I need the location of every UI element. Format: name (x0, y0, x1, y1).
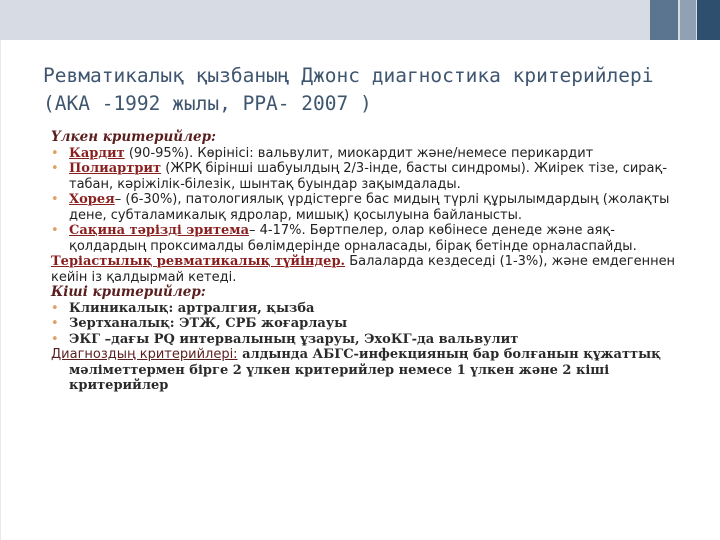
top-banner (0, 0, 720, 40)
slide-title: Ревматикалық қызбаның Джонс диагностика критерийлері (АКА -1992 жылы, РРА- 2007 ) (43, 64, 654, 115)
slide-body (51, 130, 681, 394)
nodules-text: Балаларда кездеседі (1-3%), және емдегеннен кейін із қалдырмай кетеді. (51, 254, 676, 285)
major-criteria-heading: Үлкен критерийлер: (51, 129, 217, 145)
banner-accent-block-3 (697, 0, 720, 40)
diagnosis-label: Диагноздың критерийлері: (51, 347, 238, 362)
diagnosis-paragraph (51, 347, 681, 394)
list-item (51, 316, 681, 332)
list-item (51, 223, 681, 254)
banner-accent-block-2 (680, 0, 696, 40)
bullet-dot-icon: • (51, 161, 59, 176)
criterion-term: Хорея (69, 192, 115, 207)
minor-criterion-text: Зертханалық: ЭТЖ, СРБ жоғарлауы (69, 316, 348, 331)
nodules-term: Теріастылық ревматикалық түйіндер. (51, 254, 346, 269)
list-item (51, 332, 681, 348)
banner-accent-block-1 (650, 0, 678, 40)
criterion-term: Сақина тәрізді эритема (69, 223, 250, 238)
diagnosis-text: алдында АБГС-инфекцияның бар болғанын құжаттық мәліметтермен бірге 2 үлкен критерийлер немесе 1 үлкен және 2 кіші критерийлер (69, 347, 661, 393)
bullet-dot-icon: • (51, 300, 59, 316)
criterion-term: Кардит (69, 145, 125, 161)
criterion-text: (90-95%). Көрінісі: вальвулит, миокардит және/немесе перикардит (124, 145, 594, 161)
bullet-dot-icon: • (51, 223, 59, 238)
list-item (51, 301, 681, 317)
criterion-text: (ЖРҚ бірінші шабуылдың 2/3-інде, басты синдромы). Жиірек тізе, сирақ-табан, кәріжілік-білезік, шынтақ буындар зақымдалады. (69, 161, 668, 192)
criterion-text: – 4-17%. Бөртпелер, олар көбінесе денеде және аяқ-қолдардың проксималды бөлімдерінде орналасады, бірақ бетінде орналаспайды. (69, 223, 637, 254)
bullet-dot-icon: • (51, 331, 59, 347)
criterion-text: – (6-30%), патологиялық үрдістерге бас мидың түрлі құрылымдардың (жолақты дене, субталамикалық ядролар, мишық) қосылуына байланысты. (69, 192, 670, 223)
minor-criteria-heading: Кіші критерийлер: (51, 284, 206, 300)
criterion-term: Полиартрит (69, 161, 162, 176)
list-item (51, 192, 681, 223)
nodules-paragraph (51, 254, 681, 285)
minor-criterion-text: ЭКГ –дағы PQ интервалының ұзаруы, ЭхоКГ-да вальвулит (69, 331, 519, 347)
bullet-dot-icon: • (51, 316, 59, 331)
bullet-dot-icon: • (51, 192, 59, 207)
bullet-dot-icon: • (51, 145, 59, 161)
minor-criterion-text: Клиникалық: артралгия, қызба (69, 300, 315, 316)
list-item (51, 146, 681, 162)
left-edge-line (0, 40, 1, 540)
list-item (51, 161, 681, 192)
